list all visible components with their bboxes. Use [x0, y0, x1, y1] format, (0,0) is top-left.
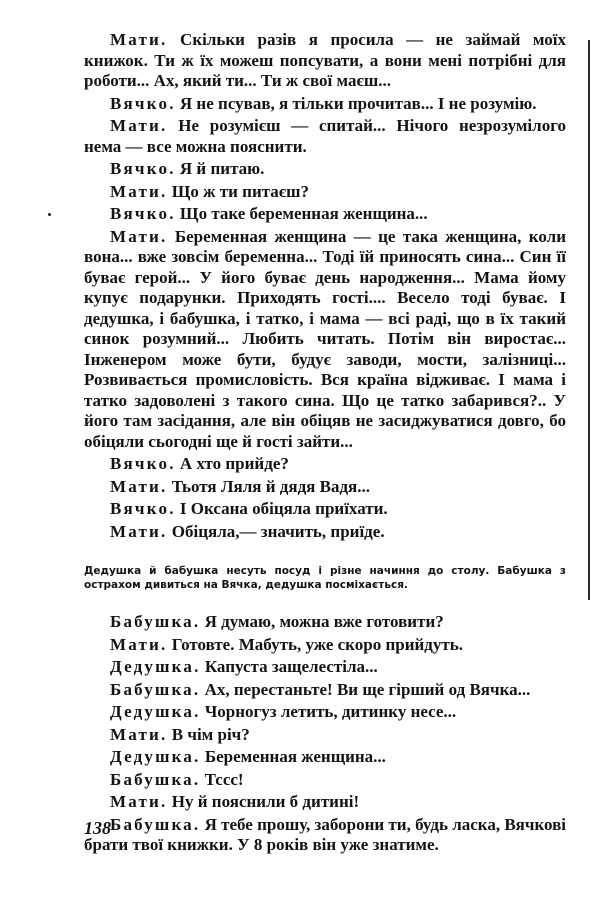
speaker-name: Мати.	[110, 521, 168, 541]
speech-text: Не розумієш — спитай... Нічого незрозумілого нема — все можна пояснити.	[84, 116, 566, 156]
speech-text: Тьотя Ляля й дядя Вадя...	[167, 476, 370, 496]
speech-text: Я думаю, можна вже готовити?	[200, 612, 444, 631]
speech-text: Скільки разів я просила — не займай моїх книжок. Ти ж їх можеш попсувати, а вони мені потрібні для роботи... Ах, який ти... Ти ж свої маєш...	[84, 30, 566, 90]
speaker-name: Бабушка.	[110, 679, 201, 699]
speech-text: Що таке беременная женщина...	[175, 204, 428, 223]
speech-text: Ах, перестаньте! Ви ще гірший од Вячка...	[200, 679, 531, 699]
speaker-name: Мати.	[110, 226, 168, 246]
dialogue-line	[84, 680, 566, 701]
dialogue-line	[84, 454, 566, 475]
speaker-name: Мати.	[110, 181, 168, 201]
dialogue-line	[84, 612, 566, 633]
dialogue-line	[84, 792, 566, 813]
dialogue-line	[84, 770, 566, 791]
speaker-name: Вячко.	[110, 93, 176, 113]
speech-text: Чорногуз летить, дитинку несе...	[200, 702, 457, 721]
speaker-name: Вячко.	[110, 204, 176, 223]
speaker-name: Мати.	[110, 792, 168, 811]
stage-direction: Дедушка й бабушка несуть посуд і різне начиння до столу. Бабушка з острахом дивиться на Вячка, дедушка посміхається.	[84, 565, 566, 591]
speech-text: Беременная женщина — це така женщина, коли вона... вже зовсім беременна... Тоді їй приносять сина... Син її буває герой... У його буває день народження... Мама йому купує подарунки. Приходять гості.... Весело тоді буває. І дедушка, і бабушка, і татко, і мама — всі раді, що в їх такий синок розумний... Любить читать. Потім він виростає... Інженером може бути, будує заводи, мости, залізниці... Розвивається промисловість. Вся країна відживає. І мама і татко задоволені з такого сина. Що це татко забарився?.. У його там засідання, але він обіцяв не засиджуватися довго, бо обіцяли сьогодні ще й гості зайти...	[84, 226, 566, 451]
speech-text: І Оксана обіцяла приїхати.	[175, 499, 388, 518]
dialogue-line	[84, 725, 566, 746]
speaker-name: Бабушка.	[110, 814, 201, 834]
speaker-name: Мати.	[110, 116, 168, 135]
dialogue-block-1	[84, 30, 566, 542]
ink-speck	[48, 213, 51, 216]
dialogue-line	[84, 747, 566, 768]
dialogue-line	[84, 94, 566, 115]
dialogue-line	[84, 116, 566, 157]
speaker-name: Мати.	[110, 634, 168, 654]
speaker-name: Дедушка.	[110, 657, 201, 676]
speaker-name: Дедушка.	[110, 747, 201, 766]
speaker-name: Мати.	[110, 724, 168, 744]
dialogue-line	[84, 522, 566, 543]
dialogue-line	[84, 635, 566, 656]
speaker-name: Бабушка.	[110, 769, 201, 789]
speech-text: Я тебе прошу, заборони ти, будь ласка, Вячкові брати твої книжки. У 8 років він уже знатиме.	[84, 814, 566, 854]
dialogue-line	[84, 499, 566, 520]
speaker-name: Мати.	[110, 30, 168, 49]
speech-text: А хто прийде?	[175, 454, 289, 473]
speaker-name: Вячко.	[110, 454, 176, 473]
dialogue-line	[84, 182, 566, 203]
speech-text: Я не псував, я тільки прочитав... І не розумію.	[175, 93, 537, 113]
dialogue-line	[84, 815, 566, 856]
speech-text: Обіцяла,— значить, приїде.	[167, 521, 385, 541]
speech-text: Що ж ти питаєш?	[167, 181, 310, 201]
speaker-name: Бабушка.	[110, 612, 201, 631]
speaker-name: Мати.	[110, 476, 168, 496]
page-number: 138	[84, 818, 111, 838]
dialogue-line	[84, 159, 566, 180]
page-edge-shadow	[588, 40, 590, 600]
dialogue-line	[84, 657, 566, 678]
dialogue-line	[84, 204, 566, 225]
dialogue-line	[84, 477, 566, 498]
speech-text: Беременная женщина...	[200, 747, 386, 766]
speech-text: В чім річ?	[167, 724, 250, 744]
dialogue-block-2	[84, 612, 566, 856]
speech-text: Капуста защелестіла...	[200, 657, 378, 676]
dialogue-line	[84, 227, 566, 453]
speaker-name: Вячко.	[110, 499, 176, 518]
page-text	[84, 30, 566, 858]
speaker-name: Дедушка.	[110, 702, 201, 721]
speech-text: Ну й пояснили б дитині!	[167, 792, 360, 811]
speech-text: Готовте. Мабуть, уже скоро прийдуть.	[167, 634, 463, 654]
speaker-name: Вячко.	[110, 159, 176, 178]
dialogue-line	[84, 702, 566, 723]
dialogue-line	[84, 30, 566, 92]
speech-text: Я й питаю.	[175, 159, 265, 178]
speech-text: Тссс!	[200, 769, 244, 789]
